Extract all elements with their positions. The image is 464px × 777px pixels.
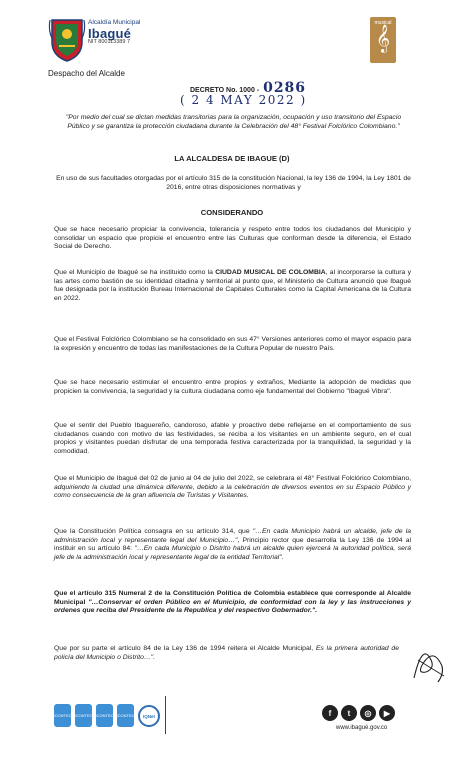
decree-label: DECRETO No. 1000 -: [190, 87, 260, 94]
paragraph-7-b: "…En cada Municipio habrá un alcalde, jefe de la administración local y representante legal del Municipio…": [54, 528, 411, 544]
paragraph-9-b: Es la primera autoridad de policía del Municipio o Distrito…".: [54, 645, 399, 661]
paragraph-6-italic: adquiriendo la ciudad una dinámica diferente, debido a la celebración de diversos eventos en su Espacio Público y como consecuencia de la gran afluencia de Turistas y Visitantes.: [54, 483, 411, 500]
letterhead: [48, 14, 428, 84]
decree-subject: "Por medio del cual se dictan medidas transitorias para la organización, ocupación y uso transitorio del Espacio Público y se garantiza la protección ciudadana durante la Celebración del 48° Festival Folclórico Colombiano.": [65, 114, 402, 130]
paragraph-2-end: , al incorporarse la cultura y las artes como bastión de su identidad citadina y territorial al punto que, el Ministerio de Cultura anunció que Ibagué fue designada por la institución Bureau Internacional de Capitales Culturales como la Capital Americana de la Cultura en 2022.: [54, 269, 411, 302]
paragraph-6: [54, 475, 411, 501]
coat-of-arms-icon: [48, 16, 86, 62]
logo-nit: NIT 800113389 7: [88, 39, 130, 46]
footer-divider: [165, 696, 166, 734]
treble-clef-icon: 𝄞: [375, 24, 391, 52]
signature-mark: [408, 638, 448, 688]
paragraph-1: Que se hace necesario propiciar la convivencia, tolerancia y respeto entre todos los ciudadanos del Municipio y consolidar un espacio que propicie el encuentro entre las Culturas que conforman desde la diferencia, el Estado Social de Derecho.: [54, 226, 411, 251]
icontec-badge-3: ICONTEC: [96, 704, 113, 727]
paragraph-7: [54, 528, 411, 563]
despacho-label: Despacho del Alcalde: [48, 69, 125, 78]
paragraph-8-a: Que el artículo 315 Numeral 2 de la Constitución Política de Colombia establece que corresponde al Alcalde Municipal: [54, 590, 411, 606]
considerando-heading: CONSIDERANDO: [200, 208, 264, 217]
logo-subtitle: Alcaldía Municipal: [88, 19, 141, 26]
facebook-icon[interactable]: f: [322, 705, 338, 721]
twitter-icon[interactable]: t: [341, 705, 357, 721]
issuer-heading: LA ALCALDESA DE IBAGUE (D): [174, 154, 290, 163]
legal-basis-intro: En uso de sus facultades otorgadas por el artículo 315 de la constitución Nacional, la ley 136 de 1994, la Ley 1801 de 2016, entre otras disposiciones normativas y: [56, 175, 411, 191]
icontec-badge-2: ICONTEC: [75, 704, 92, 727]
paragraph-2-start: Que el Municipio de Ibagué se ha instituido como la: [54, 269, 216, 276]
paragraph-7-a: Que la Constitución Política consagra en su artículo 314, que: [54, 528, 253, 535]
paragraph-2-bold: CIUDAD MUSICAL DE COLOMBIA: [215, 269, 326, 276]
paragraph-9-a: Que por su parte el artículo 84 de la Ley 136 de 1994 reitera el Alcalde Municipal,: [54, 645, 316, 652]
paragraph-6-start: Que el Municipio de Ibagué del 02 de junio al 04 de julio del 2022, se celebrara el 48° Festival Folclórico Colombiano,: [54, 475, 411, 482]
municipal-logo-text: [88, 20, 140, 46]
paragraph-5: Que el sentir del Pueblo Ibaguereño, candoroso, afable y proactivo debe reflejarse en el comportamiento de sus ciudadanos cuando con motivo de las festividades, se reciba a los visitantes en un ambiente seguro, en el cual propios y visitantes puedan disfrutar de una temporada festiva caracterizada por la tranquilidad, la seguridad y la comodidad.: [54, 422, 411, 455]
decree-number: 0286: [263, 80, 307, 96]
musical-city-label: musical: [374, 20, 392, 26]
paragraph-9: [54, 645, 399, 662]
paragraph-4: Que se hace necesario estimular el encuentro entre propios y extraños, Mediante la adopción de medidas que propicien la convivencia, la seguridad y la cultura ciudadana como eje fundamental del Gobierno "Ibagué Vibra".: [54, 379, 411, 395]
certification-badges: [54, 704, 160, 727]
paragraph-3: Que el Festival Folclórico Colombiano se ha consolidado en sus 47° Versiones anteriores como el mayor espacio para la expresión y encuentro de todas las manifestaciones de la Cultura Popular de nuestro País.: [54, 336, 411, 352]
logo-city-name: Ibagué: [88, 25, 132, 41]
icontec-badge-1: ICONTEC: [54, 704, 71, 727]
musical-city-logo: [370, 17, 396, 63]
iqnet-badge: IQNet: [138, 705, 160, 727]
youtube-icon[interactable]: ▶: [379, 705, 395, 721]
paragraph-8-b: "…Conservar el orden Público en el Municipio, de conformidad con la ley y las instrucciones y ordenes que reciba del Presidente de la Republica y del respectivo Gobernador.".: [54, 598, 411, 615]
paragraph-7-c: , Principio rector que desarrolla la Ley 136 de 1994 al instituir en su artículo 84:: [54, 536, 411, 553]
social-icons: [322, 705, 395, 721]
paragraph-2: [54, 269, 411, 304]
instagram-icon[interactable]: ◎: [360, 705, 376, 721]
paragraph-8: [54, 590, 411, 616]
website-url[interactable]: www.ibagué.gov.co: [336, 725, 388, 731]
icontec-badge-4: ICONTEC: [117, 704, 134, 727]
paragraph-7-d: "…En cada Municipio o Distrito habrá un alcalde quien ejercerá la autoridad política, será jefe de la administración local y representante legal de la entidad Territorial".: [54, 545, 411, 561]
decree-date-stamp: ( 2 4 MAY 2022 ): [180, 93, 307, 107]
